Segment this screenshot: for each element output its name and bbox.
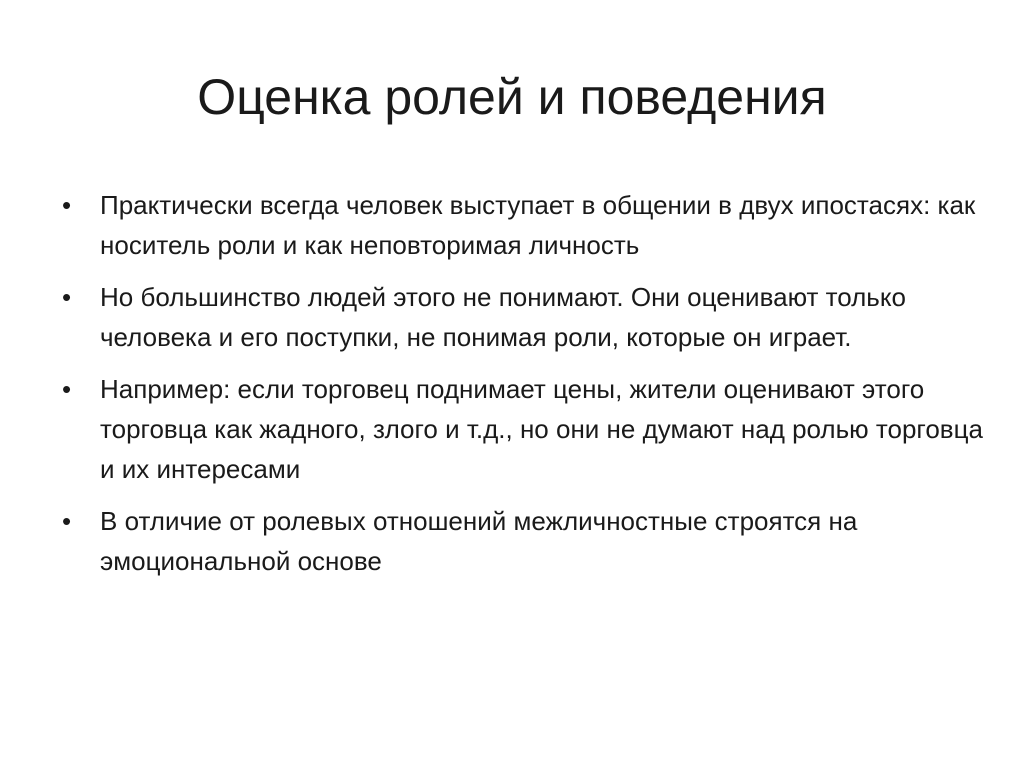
bullet-dot-icon: •: [62, 374, 72, 404]
bullet-text: Например: если торговец поднимает цены, жители оценивают этого торговца как жадного, злого и т.д., но они не думают над ролью торговца и их интересами: [100, 374, 983, 484]
bullet-dot-icon: •: [62, 190, 72, 220]
bullet-item: [58, 501, 988, 581]
bullet-list: [58, 185, 988, 593]
bullet-dot-icon: •: [62, 506, 72, 536]
slide-title: Оценка ролей и поведения: [197, 69, 827, 125]
bullet-item: [58, 185, 988, 265]
bullet-item: [58, 277, 988, 357]
bullet-text: Практически всегда человек выступает в общении в двух ипостасях: как носитель роли и как неповторимая личность: [100, 190, 976, 260]
bullet-text: В отличие от ролевых отношений межличностные строятся на эмоциональной основе: [100, 506, 858, 576]
bullet-dot-icon: •: [62, 282, 72, 312]
bullet-item: [58, 369, 988, 489]
bullet-text: Но большинство людей этого не понимают. Они оценивают только человека и его поступки, не понимая роли, которые он играет.: [100, 282, 906, 352]
